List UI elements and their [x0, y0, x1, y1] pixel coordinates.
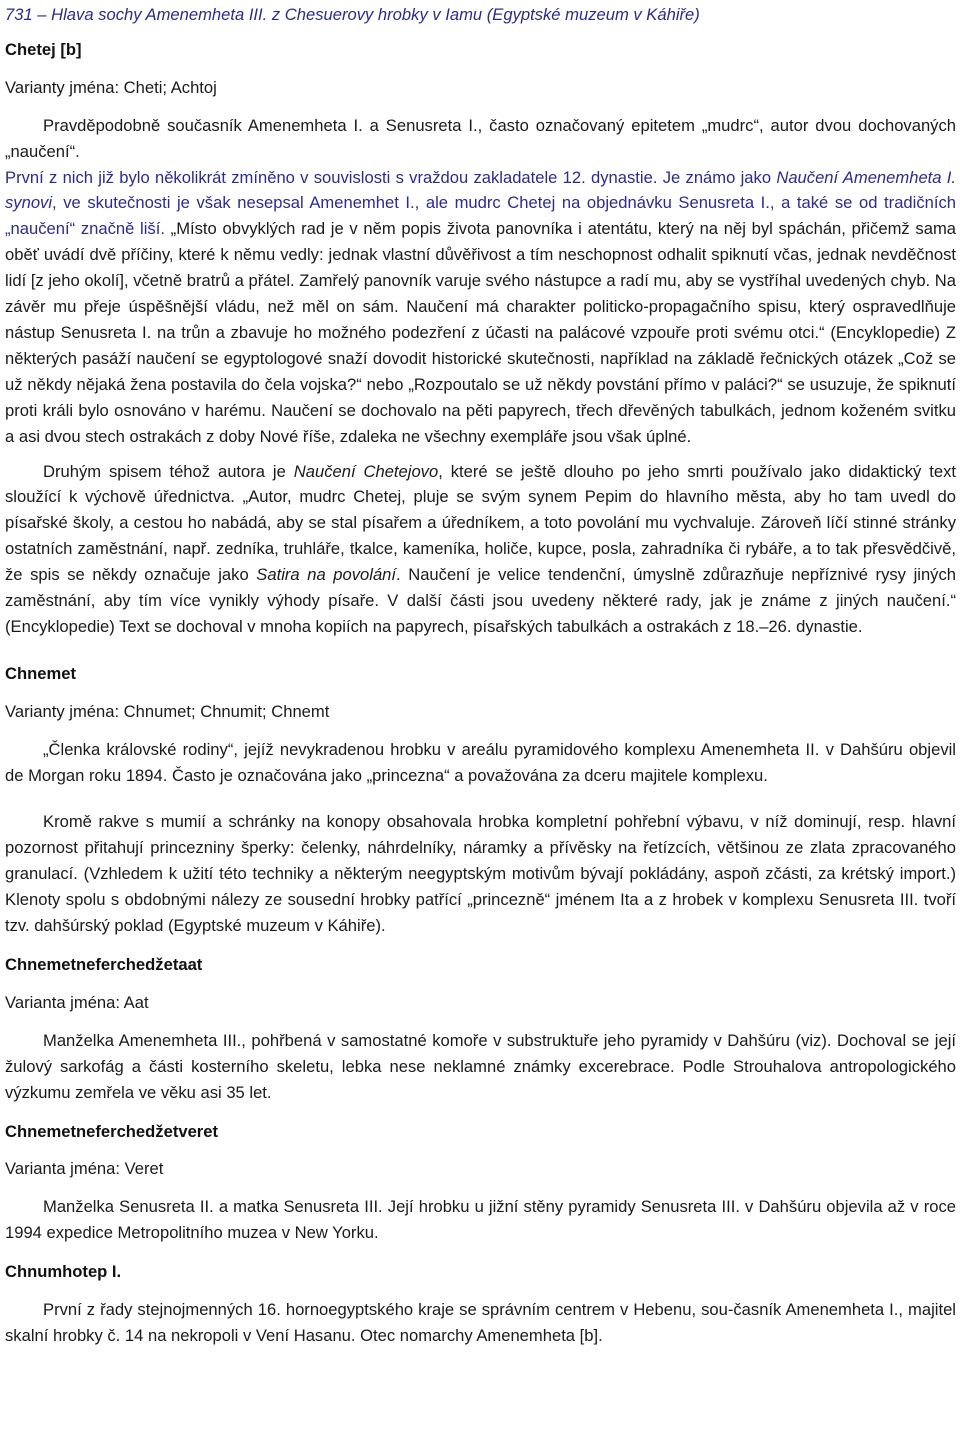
entry-title: Chnemet — [5, 663, 76, 683]
paragraph: Manželka Senusreta II. a matka Senusreta III. Její hrobku u jižní stěny pyramidy Senusreta III. v Dahšúru objevila až v roce 1994 expedice Metropolitního muzea v New Yorku. — [5, 1197, 956, 1243]
paragraph — [5, 459, 956, 640]
name-variants: Varianty jména: Chnumet; Chnumit; Chnemt — [5, 701, 330, 721]
entry-chnumhotep-i — [5, 1259, 956, 1349]
highlighted-text: Je známo jako — [657, 167, 777, 187]
work-title: Satira na povolání — [256, 565, 397, 585]
paragraph: Kromě rakve s mumií a schránky na konopy obsahovala hrobka kompletní pohřební výbavu, v níž dominují, resp. hlavní pozornost přitahují princezniny šperky: čelenky, náhrdelníky, náramky a přívěsky na řetízcích, většinou ze zlata zpracovaného granulací. (Vzhledem k užití této techniky a některým neegyptským motivům bývají pokládány, aspoň zčásti, za krétský import.) Klenoty spolu s obdobnými nálezy ze sousední hrobky patřící „princezně“ jménem Ita a z hrobek v komplexu Senusreta III. tvoří tzv. dahšúrský poklad (Egyptské muzeum v Káhiře). — [5, 812, 956, 936]
name-variants: Varianty jména: Cheti; Achtoj — [5, 77, 217, 97]
entry-title: Chnemetneferchedžetveret — [5, 1121, 219, 1141]
entry-chnemetneferchedzetaat — [5, 952, 956, 1106]
sentence: , které se ještě dlouho po jeho smrti používalo jako didaktický text sloužící k výchově úřednictva. „Autor, mudrc Chetej, pluje se svým synem Pepim do hlavního města, aby ho tam uvedl do písařské školy, a cestou ho nabádá, aby se stal písařem a úředníkem, a toto povolání mu vychvaluje. Zároveň líčí stinné stránky ostatních zaměstnání, např. zedníka, truhláře, tkalce, kameníka, holiče, kupce, posla, zahradníka či rybáře, a to tak přesvědčivě, že spis se někdy označuje jako — [5, 461, 956, 585]
name-variants: Varianta jména: Veret — [5, 1159, 164, 1179]
entry-chnemetneferchedzetveret — [5, 1119, 956, 1247]
sentence: . Naučení je velice tendenční, úmyslně zdůrazňuje nepříznivé rysy jiných zaměstnání, aby tím více vynikly výhody písaře. V další části jsou uvedeny některé rady, jak je známe z jiných naučení.“ (Encyklopedie) Text se dochoval v mnoha kopiích na papyrech, písařských tabulkách a ostrakách z 18.–26. dynastie. — [5, 565, 956, 636]
entry-title: Chnemetneferchedžetaat — [5, 955, 203, 974]
highlighted-text: , ve skutečnosti je však nesepsal Amenemhet I., ale mudrc Chetej na objednávku Senusreta I., a také se od tradičních „naučení“ značně liší. — [5, 193, 956, 239]
figure-caption: 731 – Hlava sochy Amenemheta III. z Chesuerovy hrobky v Iamu (Egyptské muzeum v Káhiře) — [5, 5, 700, 24]
paragraph: „Členka královské rodiny“, jejíž nevykradenou hrobku v areálu pyramidového komplexu Amenemheta II. v Dahšúru objevil de Morgan roku 1894. Často je označována jako „princezna“ a považována za dceru majitele komplexu. — [5, 739, 956, 785]
sentence: Pravděpodobně současník Amenemheta I. a Senusreta I., často označovaný epitetem „mudrc“, autor dvou dochovaných „naučení“. — [5, 115, 956, 161]
highlighted-work-title: Naučení Amenemheta I. synovi — [5, 167, 957, 213]
highlighted-sentence: První z nich již bylo několikrát zmíněno v souvislosti s vraždou zakladatele 12. dynastie. — [5, 167, 658, 187]
entry-chetej — [5, 37, 956, 640]
paragraph — [5, 113, 956, 450]
paragraph: První z řady stejnojmenných 16. hornoegyptského kraje se správním centrem v Hebenu, sou-časník Amenemheta I., majitel skalní hrobky č. 14 na nekropoli v Vení Hasanu. Otec nomarchy Amenemheta [b]. — [5, 1300, 956, 1345]
paragraph: Manželka Amenemheta III., pohřbená v samostatné komoře v substruktuře jeho pyramidy v Dahšúru (viz). Dochoval se její žulový sarkofág a části kosterního skeletu, lebka nese neklamné známky excerebrace. Podle Strouhalova antropologického výzkumu zemřela ve věku asi 35 let. — [5, 1030, 956, 1102]
name-variants: Varianta jména: Aat — [5, 992, 149, 1012]
sentence: „Místo obvyklých rad je v něm popis života panovníka i atentátu, který na něj byl spáchán, přičemž sama oběť uvádí dvě příčiny, které k němu vedly: jednak vlastní důvěřivost a tím neschopnost odhalit spiknutí včas, jednak nevděčnost lidí [z jeho okolí], včetně bratrů a přátel. Zamřelý panovník varuje svého nástupce a radí mu, aby se vystříhal uvedených chyb. Na závěr mu přeje úspěšnější vládu, než měl on sám. Naučení má charakter politicko-propagačního spisu, který ospravedlňuje nástup Senusreta I. na trůn a zbavuje ho možného podezření z účasti na palácové vzpouře proti svému otci.“ (Encyklopedie) Z některých pasáží naučení se egyptologové snaží dovodit historické skutečnosti, například na základě řečnických otázek „Což se už někdy nějaká žena postavila do čela vojska?“ nebo „Rozpoutalo se už někdy povstání přímo v paláci?“ se usuzuje, že spiknutí proti králi bylo osnováno v harému. Naučení se dochovalo na pěti papyrech, třech dřevěných tabulkách, jednom koženém svitku a asi dvou stech ostrakách z doby Nové říše, zdaleka ne všechny exempláře jsou však úplné. — [5, 219, 956, 446]
work-title: Naučení Chetejovo — [293, 461, 439, 481]
document-page — [5, 2, 956, 1358]
entry-title: Chnumhotep I. — [5, 1262, 122, 1282]
entry-title: Chetej [b] — [5, 39, 82, 59]
entry-chnemet — [5, 661, 956, 939]
sentence: Druhým spisem téhož autora je — [43, 461, 294, 481]
